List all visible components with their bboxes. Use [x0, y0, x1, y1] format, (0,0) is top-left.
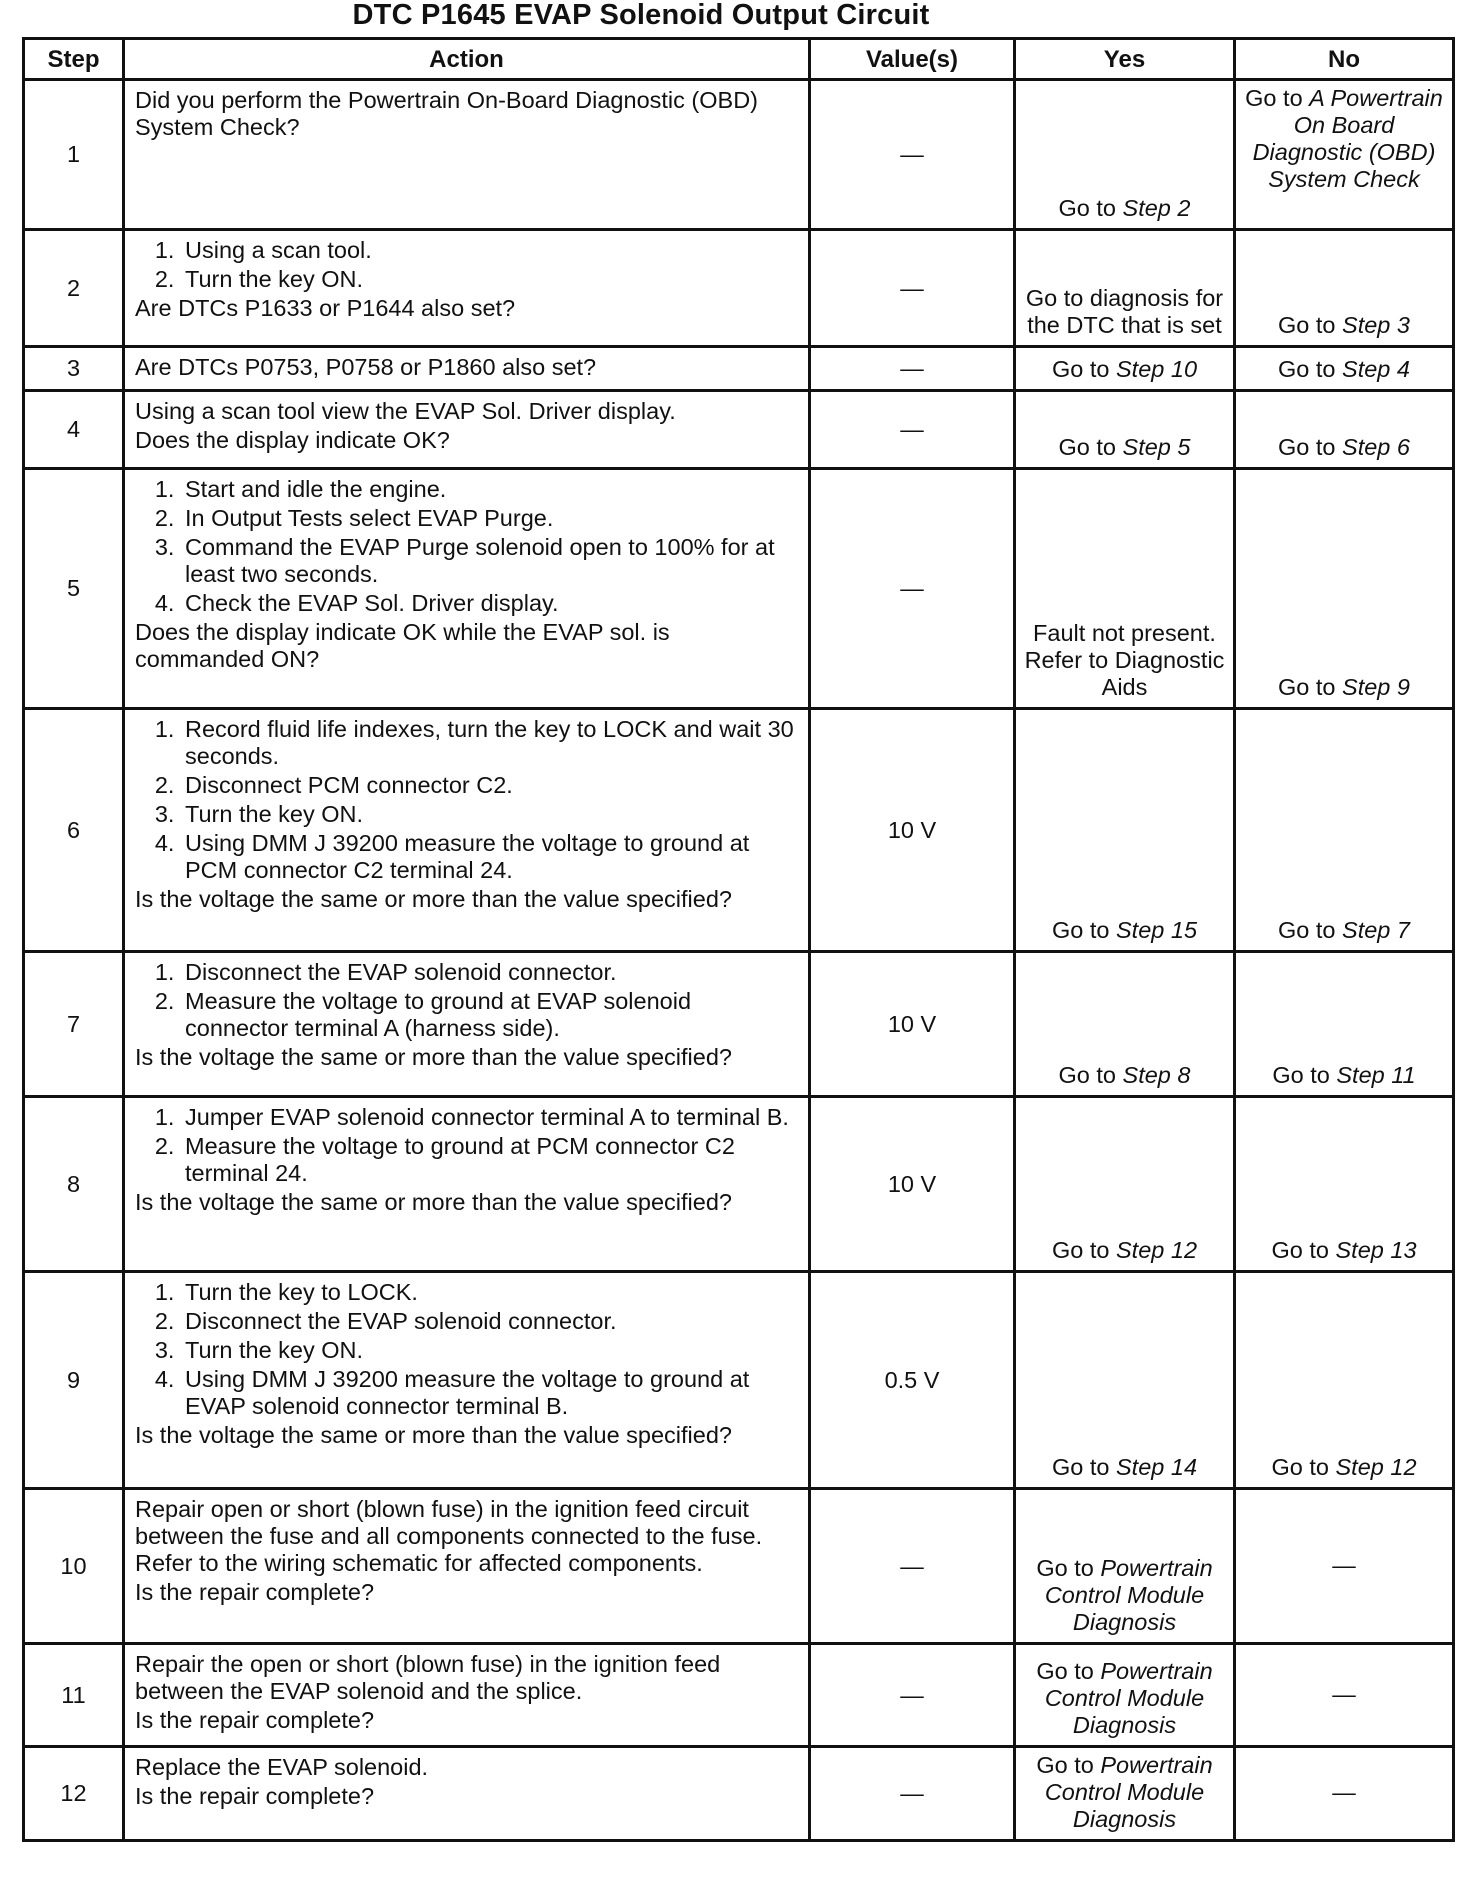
- yes-link[interactable]: Step 12: [1116, 1237, 1198, 1263]
- no-text: —: [1332, 1680, 1356, 1707]
- table-body: [24, 80, 1454, 1841]
- action-steps: [135, 1279, 800, 1420]
- no-cell: [1235, 391, 1454, 469]
- value-cell: 10 V: [810, 1097, 1015, 1272]
- no-link[interactable]: Step 12: [1335, 1454, 1417, 1480]
- action-step-item: 2. Disconnect the EVAP solenoid connector.: [181, 1308, 800, 1335]
- no-text: Go to: [1278, 434, 1343, 460]
- diagnostic-table: [22, 37, 1455, 1842]
- value-cell: 0.5 V: [810, 1272, 1015, 1489]
- action-step-item: 2. Turn the key ON.: [181, 266, 800, 293]
- no-text: Go to: [1271, 1237, 1336, 1263]
- value-cell: —: [810, 469, 1015, 709]
- action-step-item: 1. Turn the key to LOCK.: [181, 1279, 800, 1306]
- action-step-item: 1. Jumper EVAP solenoid connector terminal A to terminal B.: [181, 1104, 800, 1131]
- step-number: 10: [24, 1489, 124, 1644]
- no-text: Go to: [1278, 312, 1343, 338]
- step-number: 8: [24, 1097, 124, 1272]
- value-cell: —: [810, 347, 1015, 391]
- action-steps: [135, 476, 800, 617]
- action-steps: [135, 716, 800, 884]
- action-question: Does the display indicate OK while the EVAP sol. is commanded ON?: [135, 619, 670, 672]
- yes-text: Go to: [1051, 1454, 1116, 1480]
- action-question: Are DTCs P1633 or P1644 also set?: [135, 295, 516, 321]
- no-link[interactable]: Step 11: [1336, 1062, 1416, 1088]
- action-step-item: 1. Disconnect the EVAP solenoid connector.: [181, 959, 800, 986]
- action-text: Using a scan tool view the EVAP Sol. Driver display.: [135, 398, 676, 424]
- no-cell: [1235, 1097, 1454, 1272]
- no-link[interactable]: Step 7: [1342, 917, 1410, 943]
- no-cell: [1235, 1747, 1454, 1841]
- step-number: 5: [24, 469, 124, 709]
- no-text: Go to: [1245, 85, 1310, 111]
- no-link[interactable]: Step 13: [1335, 1237, 1417, 1263]
- no-link[interactable]: Step 6: [1342, 434, 1410, 460]
- yes-text: Go to: [1036, 1752, 1101, 1778]
- yes-cell: [1015, 391, 1235, 469]
- yes-text: Go to: [1051, 356, 1116, 382]
- yes-cell: [1015, 1097, 1235, 1272]
- no-text: Go to: [1278, 674, 1343, 700]
- yes-text: Go to: [1058, 434, 1123, 460]
- action-text: Are DTCs P0753, P0758 or P1860 also set?: [135, 354, 597, 380]
- value-cell: —: [810, 1747, 1015, 1841]
- yes-text: Go to: [1051, 917, 1116, 943]
- action-steps: [135, 237, 800, 293]
- action-step-item: 2. In Output Tests select EVAP Purge.: [181, 505, 800, 532]
- yes-cell: [1015, 80, 1235, 230]
- yes-link[interactable]: Step 2: [1122, 195, 1191, 221]
- yes-cell: [1015, 469, 1235, 709]
- table-row: [24, 1272, 1454, 1489]
- action-cell: [124, 469, 810, 709]
- yes-cell: [1015, 1489, 1235, 1644]
- no-cell: [1235, 347, 1454, 391]
- action-steps: [135, 959, 800, 1042]
- yes-text: Go to: [1058, 1062, 1123, 1088]
- step-number: 9: [24, 1272, 124, 1489]
- step-number: 2: [24, 230, 124, 347]
- action-text: Replace the EVAP solenoid.: [135, 1754, 429, 1780]
- action-cell: [124, 952, 810, 1097]
- no-cell: [1235, 469, 1454, 709]
- no-text: Go to: [1278, 356, 1343, 382]
- action-step-item: 1. Start and idle the engine.: [181, 476, 800, 503]
- step-number: 1: [24, 80, 124, 230]
- step-number: 4: [24, 391, 124, 469]
- table-row: [24, 1644, 1454, 1747]
- value-cell: —: [810, 1489, 1015, 1644]
- yes-link[interactable]: Step 8: [1122, 1062, 1191, 1088]
- action-question: Is the repair complete?: [135, 1579, 375, 1605]
- yes-link[interactable]: Step 14: [1116, 1454, 1198, 1480]
- step-number: 6: [24, 709, 124, 952]
- yes-text: Fault not present. Refer to Diagnostic Aids: [1024, 620, 1225, 700]
- action-question: Does the display indicate OK?: [135, 427, 450, 453]
- action-cell: [124, 1097, 810, 1272]
- yes-link[interactable]: Step 10: [1116, 356, 1198, 382]
- step-number: 7: [24, 952, 124, 1097]
- table-row: [24, 469, 1454, 709]
- yes-text: Go to: [1036, 1658, 1101, 1684]
- yes-text: Go to: [1051, 1237, 1116, 1263]
- action-step-item: 4. Using DMM J 39200 measure the voltage to ground at PCM connector C2 terminal 24.: [181, 830, 800, 884]
- action-cell: [124, 347, 810, 391]
- header-row: [24, 39, 1454, 80]
- table-row: [24, 709, 1454, 952]
- no-text: —: [1332, 1779, 1356, 1805]
- action-text: Did you perform the Powertrain On-Board Diagnostic (OBD) System Check?: [135, 87, 758, 140]
- yes-cell: [1015, 709, 1235, 952]
- action-cell: [124, 1747, 810, 1841]
- action-text: Repair the open or short (blown fuse) in the ignition feed between the EVAP solenoid and the splice.: [135, 1651, 721, 1704]
- yes-link[interactable]: Step 5: [1122, 434, 1191, 460]
- step-number: 3: [24, 347, 124, 391]
- value-cell: —: [810, 1644, 1015, 1747]
- yes-cell: [1015, 1644, 1235, 1747]
- action-question: Is the voltage the same or more than the value specified?: [135, 1422, 732, 1448]
- action-step-item: 1. Record fluid life indexes, turn the key to LOCK and wait 30 seconds.: [181, 716, 800, 770]
- action-step-item: 3. Turn the key ON.: [181, 1337, 800, 1364]
- table-row: [24, 230, 1454, 347]
- no-cell: [1235, 709, 1454, 952]
- action-step-item: 2. Measure the voltage to ground at PCM connector C2 terminal 24.: [181, 1133, 800, 1187]
- header-action: Action: [124, 39, 810, 80]
- no-cell: [1235, 1272, 1454, 1489]
- action-cell: [124, 1644, 810, 1747]
- table-row: [24, 1489, 1454, 1644]
- action-cell: [124, 80, 810, 230]
- header-step: Step: [24, 39, 124, 80]
- yes-text: Go to: [1036, 1555, 1101, 1581]
- value-cell: 10 V: [810, 952, 1015, 1097]
- table-row: [24, 1747, 1454, 1841]
- action-question: Is the voltage the same or more than the value specified?: [135, 886, 732, 912]
- action-cell: [124, 230, 810, 347]
- yes-cell: [1015, 1272, 1235, 1489]
- no-text: Go to: [1271, 1454, 1336, 1480]
- action-question: Is the repair complete?: [135, 1707, 375, 1733]
- no-cell: [1235, 952, 1454, 1097]
- value-cell: 10 V: [810, 709, 1015, 952]
- header-no: No: [1235, 39, 1454, 80]
- yes-link[interactable]: Step 15: [1116, 917, 1198, 943]
- page-title: DTC P1645 EVAP Solenoid Output Circuit: [352, 0, 930, 31]
- value-cell: —: [810, 230, 1015, 347]
- no-text: Go to: [1272, 1062, 1337, 1088]
- table-row: [24, 1097, 1454, 1272]
- table-row: [24, 391, 1454, 469]
- table-row: [24, 952, 1454, 1097]
- action-question: Is the voltage the same or more than the value specified?: [135, 1044, 732, 1070]
- yes-link[interactable]: Powertrain Control Module Diagnosis: [1044, 1752, 1213, 1832]
- action-step-item: 4. Check the EVAP Sol. Driver display.: [181, 590, 800, 617]
- action-step-item: 1. Using a scan tool.: [181, 237, 800, 264]
- table-row: [24, 347, 1454, 391]
- header-yes: Yes: [1015, 39, 1235, 80]
- action-question: Is the voltage the same or more than the value specified?: [135, 1189, 732, 1215]
- yes-cell: [1015, 952, 1235, 1097]
- value-cell: —: [810, 80, 1015, 230]
- step-number: 11: [24, 1644, 124, 1747]
- no-text: —: [1332, 1551, 1356, 1578]
- action-step-item: 3. Turn the key ON.: [181, 801, 800, 828]
- action-step-item: 2. Disconnect PCM connector C2.: [181, 772, 800, 799]
- no-cell: [1235, 80, 1454, 230]
- value-cell: —: [810, 391, 1015, 469]
- action-cell: [124, 391, 810, 469]
- yes-cell: [1015, 347, 1235, 391]
- yes-text: Go to: [1058, 195, 1123, 221]
- action-step-item: 2. Measure the voltage to ground at EVAP solenoid connector terminal A (harness side).: [181, 988, 800, 1042]
- no-link[interactable]: A Powertrain On Board Diagnostic (OBD) System Check: [1252, 85, 1443, 192]
- no-cell: [1235, 1489, 1454, 1644]
- action-question: Is the repair complete?: [135, 1783, 375, 1809]
- no-link[interactable]: Step 9: [1342, 674, 1410, 700]
- action-cell: [124, 1272, 810, 1489]
- action-text: Repair open or short (blown fuse) in the ignition feed circuit between the fuse and all components connected to the fuse. Refer to the wiring schematic for affected components.: [135, 1496, 763, 1576]
- action-step-item: 4. Using DMM J 39200 measure the voltage to ground at EVAP solenoid connector terminal B.: [181, 1366, 800, 1420]
- header-values: Value(s): [810, 39, 1015, 80]
- step-number: 12: [24, 1747, 124, 1841]
- action-step-item: 3. Command the EVAP Purge solenoid open to 100% for at least two seconds.: [181, 534, 800, 588]
- yes-text: Go to diagnosis for the DTC that is set: [1025, 285, 1224, 338]
- action-steps: [135, 1104, 800, 1187]
- no-text: Go to: [1278, 917, 1343, 943]
- action-cell: [124, 709, 810, 952]
- yes-link[interactable]: Powertrain Control Module Diagnosis: [1044, 1658, 1213, 1738]
- yes-link[interactable]: Powertrain Control Module Diagnosis: [1044, 1555, 1213, 1635]
- no-cell: [1235, 1644, 1454, 1747]
- action-cell: [124, 1489, 810, 1644]
- table-row: [24, 80, 1454, 230]
- yes-cell: [1015, 1747, 1235, 1841]
- no-cell: [1235, 230, 1454, 347]
- no-link[interactable]: Step 4: [1342, 356, 1410, 382]
- yes-cell: [1015, 230, 1235, 347]
- no-link[interactable]: Step 3: [1342, 312, 1410, 338]
